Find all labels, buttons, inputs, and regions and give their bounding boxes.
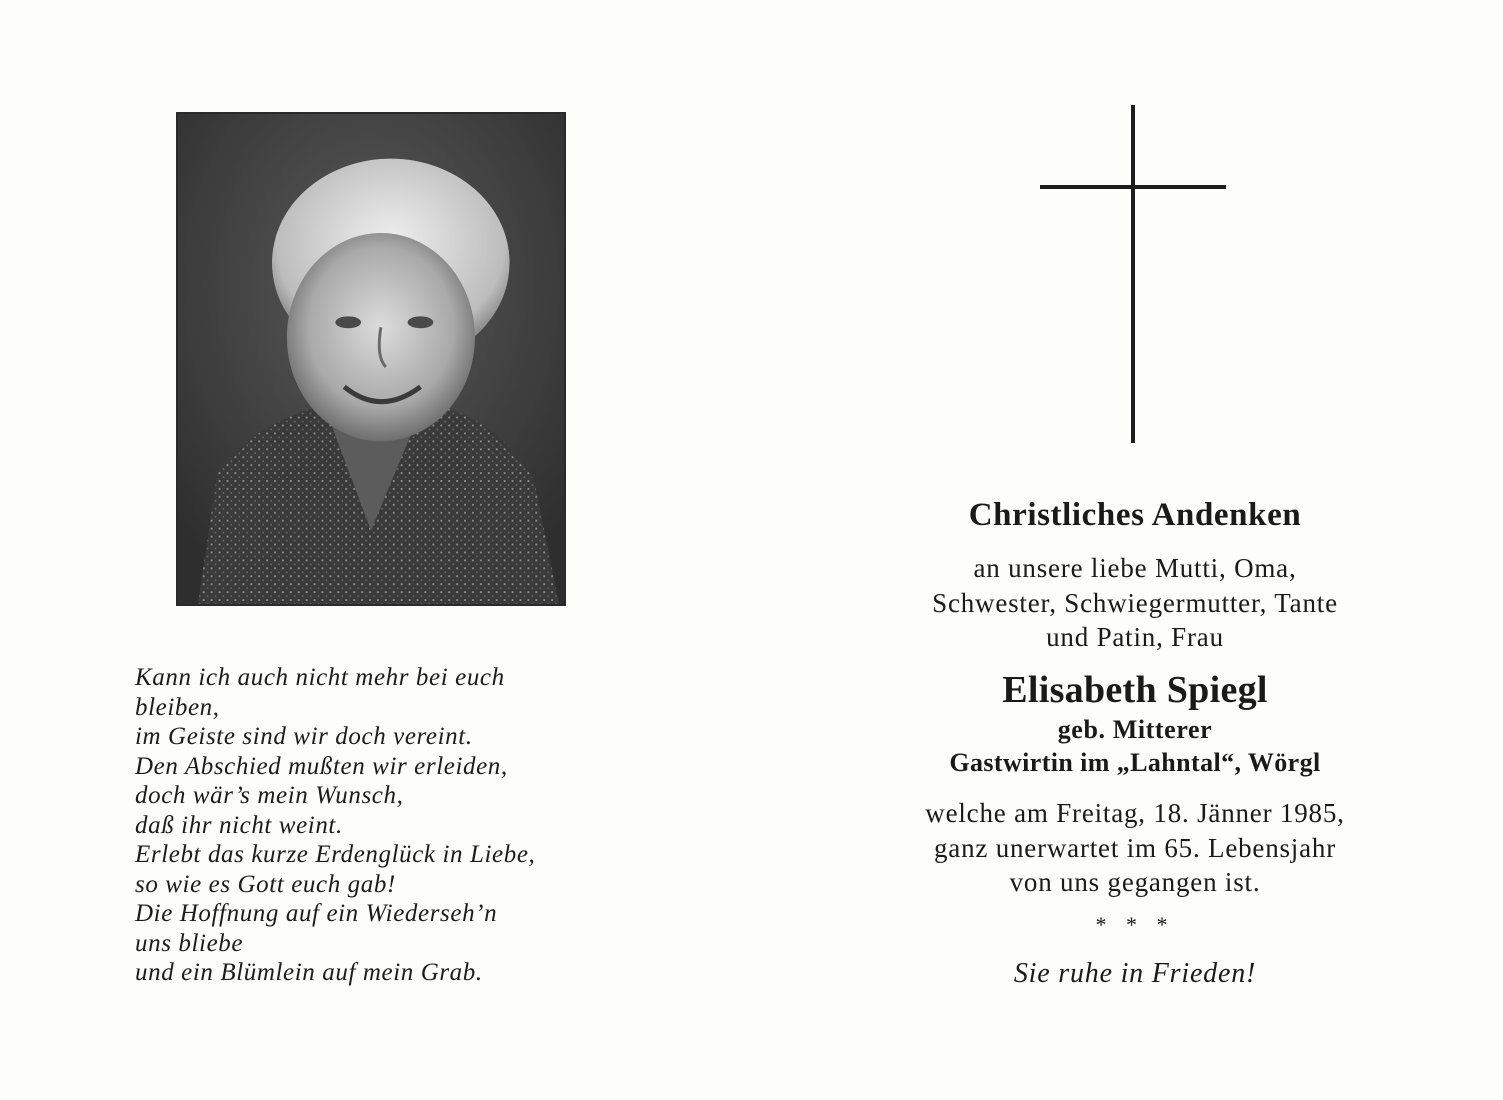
poem-line: doch wär’s mein Wunsch, <box>135 782 404 809</box>
memorial-intro <box>835 551 1435 655</box>
cross-horizontal-beam <box>1040 185 1226 189</box>
death-details <box>835 796 1435 900</box>
occupation: Gastwirtin im „Lahntal“, Wörgl <box>949 748 1321 777</box>
poem-line: Die Hoffnung auf ein Wiederseh’n <box>135 900 498 927</box>
poem-line: bleiben, <box>135 693 220 721</box>
poem-line: Den Abschied mußten wir erleiden, <box>135 752 508 780</box>
poem-line: im Geiste sind wir doch vereint. <box>135 723 473 750</box>
detail-line: von uns gegangen ist. <box>1009 867 1261 897</box>
cross-vertical-beam <box>1131 105 1135 443</box>
cross-icon <box>1040 105 1226 443</box>
separator-stars: * * * <box>1095 912 1175 937</box>
portrait-image <box>178 114 564 604</box>
maiden-name: geb. Mitterer <box>1057 715 1213 744</box>
poem-line: und ein Blümlein auf mein Grab. <box>135 959 483 986</box>
detail-line: welche am Freitag, 18. Jänner 1985, <box>925 798 1345 828</box>
portrait-photo <box>176 112 566 606</box>
poem-line: Erlebt das kurze Erdenglück in Liebe, <box>135 841 536 868</box>
poem-line: daß ihr nicht weint. <box>135 811 343 839</box>
poem-line: uns bliebe <box>135 929 244 957</box>
closing-blessing: Sie ruhe in Frieden! <box>1013 958 1257 989</box>
detail-line: ganz unerwartet im 65. Lebensjahr <box>933 832 1336 863</box>
memorial-heading: Christliches Andenken <box>968 497 1302 533</box>
deceased-name: Elisabeth Spiegl <box>1002 669 1268 711</box>
poem-line: so wie es Gott euch gab! <box>135 870 396 898</box>
intro-line: an unsere liebe Mutti, Oma, <box>973 553 1297 583</box>
poem-line: Kann ich auch nicht mehr bei euch <box>135 664 505 691</box>
intro-line: und Patin, Frau <box>1046 622 1224 652</box>
memorial-poem <box>135 663 635 988</box>
intro-line: Schwester, Schwiegermutter, Tante <box>932 587 1338 618</box>
